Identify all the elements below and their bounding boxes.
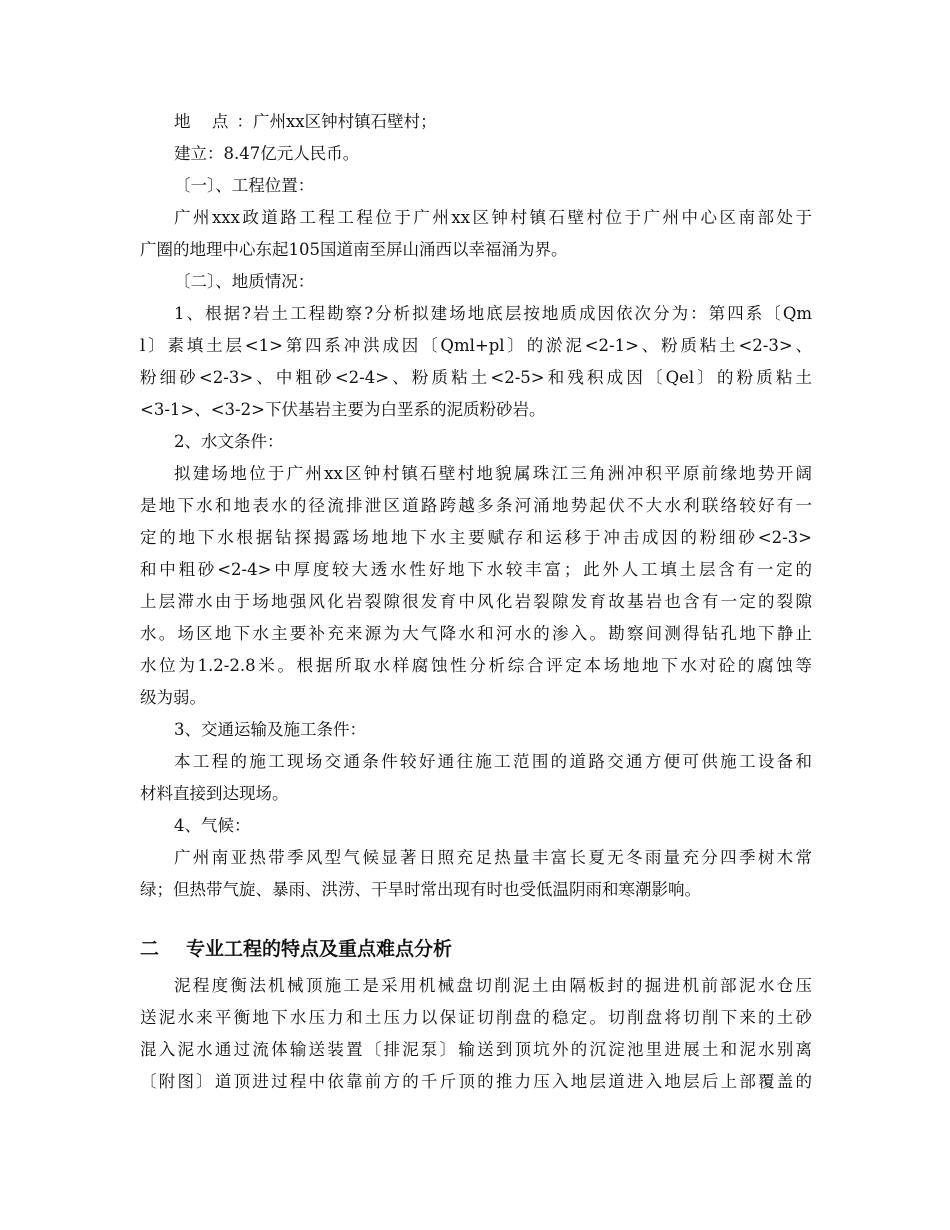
climate-title: 4、气候：	[174, 816, 251, 835]
location-value: 广州xx区钟村镇石壁村；	[253, 112, 437, 131]
paragraph-line: 材料直接到达现场。	[140, 784, 289, 803]
paragraph-line: 定的地下水根据钻探揭露场地地下水主要赋存和运移于冲击成因的粉细砂<2-3>	[140, 528, 812, 547]
paragraph-line: 粉细砂<2-3>、中粗砂<2-4>、粉质粘土<2-5>和残积成因〔Qel〕的粉质粘土	[140, 368, 812, 387]
investment-line: 建立：8.47亿元人民币。	[174, 144, 360, 163]
paragraph-line: 拟建场地位于广州xx区钟村镇石壁村地貌属珠江三角洲冲积平原前缘地势开阔	[174, 464, 812, 483]
paragraph-line: 送泥水来平衡地下水压力和土压力以保证切削盘的稳定。切削盘将切削下来的土砂	[140, 1008, 812, 1027]
paragraph-line: 〔附图〕道顶进过程中依靠前方的千斤顶的推力压入地层道进入地层后上部覆盖的	[140, 1072, 812, 1091]
section-location-title: 〔一〕、工程位置：	[174, 176, 315, 195]
section-2-title: 专业工程的特点及重点难点分析	[186, 937, 453, 960]
paragraph-line: 泥程度衡法机械顶施工是采用机械盘切削泥土由隔板封的掘进机前部泥水仓压	[174, 976, 812, 995]
paragraph-line: 是地下水和地表水的径流排泄区道路跨越多条河涌地势起伏不大水利联络较好有一	[140, 496, 812, 515]
paragraph-line: 混入泥水通过流体输送装置〔排泥泵〕输送到顶坑外的沉淀池里进展土和泥水别离	[140, 1040, 812, 1059]
section-2-heading	[140, 930, 812, 964]
hydrology-title: 2、水文条件：	[174, 432, 284, 451]
section-geology-title: 〔二〕、地质情况：	[174, 272, 315, 291]
paragraph-line: 水。场区地下水主要补充来源为大气降水和河水的渗入。勘察间测得钻孔地下静止	[140, 624, 812, 643]
paragraph-line: l〕素填土层<1>第四系冲洪成因〔Qml+pl〕的淤泥<2-1>、粉质粘土<2-3>、	[140, 336, 812, 355]
document-body	[140, 106, 812, 1098]
paragraph-line: <3-1>、<3-2>下伏基岩主要为白垩系的泥质粉砂岩。	[140, 400, 546, 419]
paragraph-line: 级为弱。	[140, 688, 206, 707]
location-line	[140, 106, 812, 138]
paragraph-line: 广州南亚热带季风型气候显著日照充足热量丰富长夏无冬雨量充分四季树木常	[174, 848, 812, 867]
section-2-number: 二	[140, 937, 160, 960]
paragraph-line: 上层滞水由于场地强风化岩裂隙很发育中风化岩裂隙发育故基岩也含有一定的裂隙	[140, 592, 812, 611]
paragraph-line: 广圈的地理中心东起105国道南至屏山涌西以幸福涌为界。	[140, 240, 568, 259]
paragraph-line: 本工程的施工现场交通条件较好通往施工范围的道路交通方便可供施工设备和	[174, 752, 812, 771]
paragraph-line: 水位为1.2-2.8米。根据所取水样腐蚀性分析综合评定本场地地下水对砼的腐蚀等	[140, 656, 812, 675]
paragraph-line: 和中粗砂<2-4>中厚度较大透水性好地下水较丰富；此外人工填土层含有一定的	[140, 560, 812, 579]
traffic-title: 3、交通运输及施工条件：	[174, 720, 366, 739]
paragraph-line: 广州xxx政道路工程工程位于广州xx区钟村镇石壁村位于广州中心区南部处于	[174, 208, 812, 227]
geology-title-line: 1、根据?岩土工程勘察?分析拟建场地底层按地质成因依次分为：第四系〔Qm	[174, 304, 812, 323]
location-label: 地 点：	[174, 112, 253, 131]
paragraph-line: 绿；但热带气旋、暴雨、洪涝、干旱时常出现有时也受低温阴雨和寒潮影响。	[140, 880, 701, 899]
